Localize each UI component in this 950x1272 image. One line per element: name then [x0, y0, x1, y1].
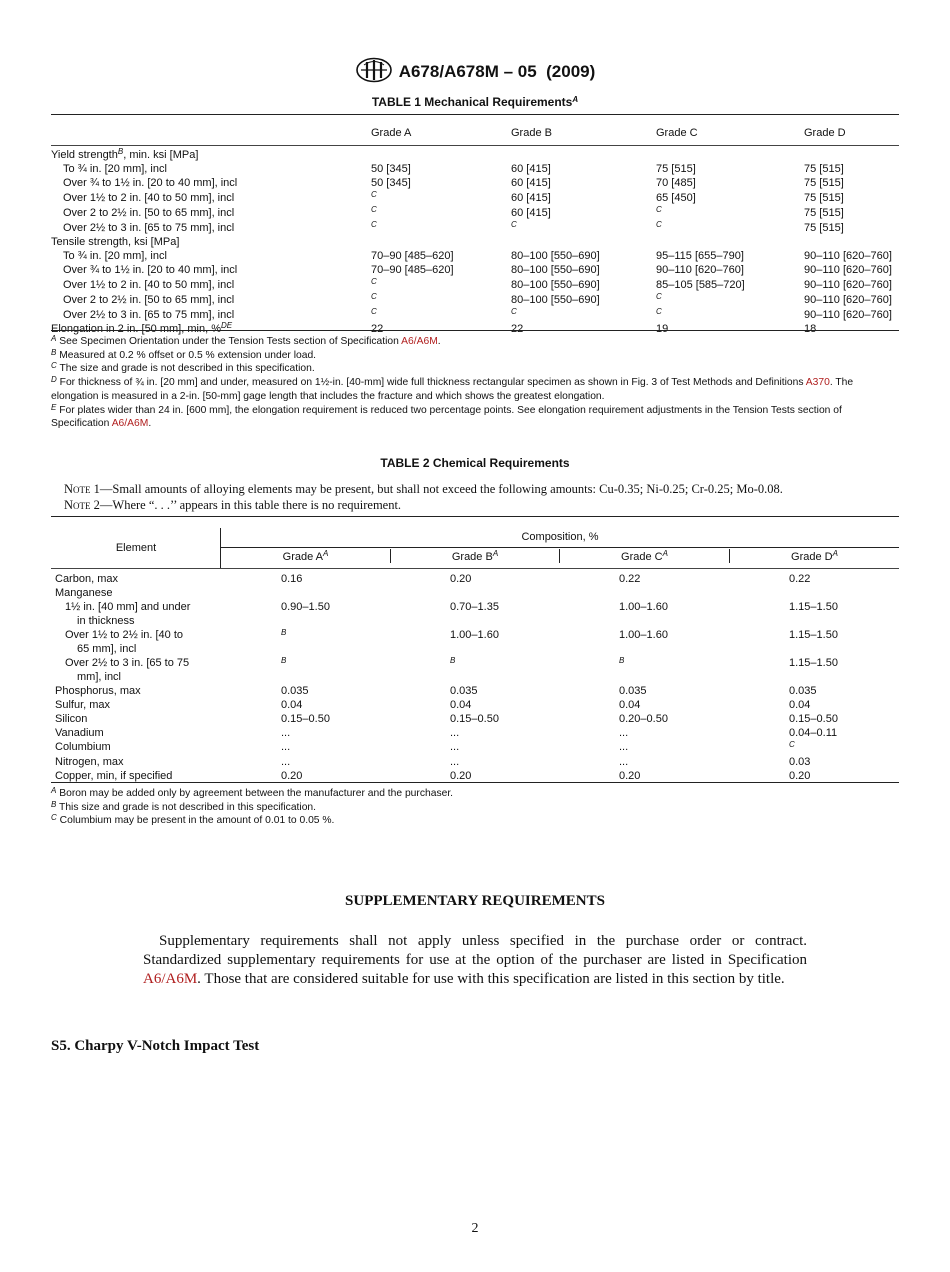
table2-title: TABLE 2 Chemical Requirements [380, 456, 570, 470]
table1-cell: 50 [345] [371, 177, 411, 189]
table2-footnote-b: $^B$ This size and grade is not described in this specification. [51, 799, 317, 813]
table1-row [51, 235, 899, 249]
table1-col-header: Grade D [804, 127, 846, 139]
table1-cell: 90–110 [620–760] [804, 264, 892, 276]
table1-cell [345, 235, 484, 249]
table1-row-label: Elongation in 2 in. [50 mm], min, %$^{DE}$ [51, 321, 233, 335]
table1-header-rule [51, 145, 899, 146]
table1-col-header: Grade A [371, 127, 412, 139]
table2-cell: 0.20 [619, 770, 641, 782]
table2-cell: ... [281, 727, 291, 739]
table2-cell: ... [281, 756, 291, 768]
table2-cell: B [281, 656, 287, 665]
table1-cell: 90–110 [620–760] [804, 250, 892, 262]
table2-grade-header: Grade $B^A$ [451, 549, 499, 563]
link-a6-a6m[interactable]: A6/A6M [111, 418, 149, 430]
table1-bottom-rule [51, 330, 899, 331]
table2-row-label: Carbon, max [55, 573, 118, 585]
table2-cell: 0.20 [450, 770, 472, 782]
table2-row [51, 755, 899, 769]
table1-cell: 85–105 [585–720] [656, 278, 745, 291]
table1-cell: 70–90 [485–620] [371, 250, 454, 262]
table2-row [51, 698, 899, 712]
designation: A678/A678M – 05 [398, 62, 537, 81]
table2-cell: 1.15–1.50 [789, 601, 838, 613]
table2-footnote-a: $^A$ Boron may be added only by agreement between the manufacturer and the purchaser. [51, 786, 454, 799]
table2-cell: ... [450, 756, 460, 768]
table2-note-1: Note 1—Small amounts of alloying elements may be present, but shall not exceed the following amounts: Cu-0.35; Ni-0.25; Cr-0.25; Mo-0.08. [64, 482, 783, 496]
table2-grade-header: Grade $A^A$ [282, 549, 329, 563]
table2-cell: 0.20–0.50 [619, 713, 668, 725]
astm-logo-icon [355, 57, 393, 88]
table1-cell: 80–100 [550–690] [511, 250, 600, 262]
table1-cell: C [371, 205, 377, 214]
table1-cell: 22 [371, 323, 384, 335]
table1-cell: 95–115 [655–790] [656, 250, 744, 262]
table1-cell: 90–110 [620–760] [804, 308, 892, 321]
table1 [51, 118, 899, 336]
table2-cell: ... [619, 727, 629, 739]
table1-top-rule [51, 114, 899, 115]
table1-cell: 75 [515] [804, 191, 844, 204]
table2-cell: 0.04 [619, 699, 641, 711]
table1-row-label: Over ¾ to 1½ in. [20 to 40 mm], incl [63, 264, 238, 276]
table2-row-label: Nitrogen, max [55, 756, 124, 768]
link-a6-a6m[interactable]: A6/A6M [143, 971, 198, 987]
table2-cell [450, 586, 619, 600]
table2-grade-header: Grade $C^A$ [621, 549, 668, 563]
table2-cell: 0.04 [281, 699, 303, 711]
table2-cell: 0.22 [789, 573, 811, 585]
table1-row-label: To ¾ in. [20 mm], incl [63, 163, 167, 175]
table2-row-label: Over 2½ to 3 in. [65 to 75 mm], incl [65, 657, 190, 683]
page-number: 2 [471, 1221, 479, 1236]
table2-cell: 0.035 [450, 685, 478, 697]
table1-cell [629, 235, 777, 249]
s5-heading: S5. Charpy V-Notch Impact Test [51, 1038, 260, 1054]
table1-cell: 80–100 [550–690] [511, 293, 600, 306]
table1-cell: 18 [804, 323, 817, 335]
table2-cell: 0.20 [789, 770, 811, 782]
table1-row [51, 277, 899, 292]
table1-footnote-c: $^C$ The size and grade is not described in this specification. [51, 361, 315, 375]
table2-cell: 0.15–0.50 [281, 713, 330, 725]
table1-cell: C [511, 307, 517, 316]
table2-cell: 1.00–1.60 [619, 629, 668, 641]
table1-cell: 75 [515] [804, 221, 844, 234]
table2-row-label: Vanadium [55, 727, 104, 739]
table1-col-header: Grade C [656, 127, 698, 139]
table1-row [51, 205, 899, 220]
table2-cell: 0.035 [789, 685, 817, 697]
table1-cell: C [656, 292, 662, 301]
designation-year: (2009) [546, 62, 596, 81]
table1-cell [345, 148, 484, 162]
table1-row-label: Over 1½ to 2 in. [40 to 50 mm], incl [63, 191, 235, 204]
table1-row-label: Over 2½ to 3 in. [65 to 75 mm], incl [63, 221, 235, 234]
table2-cell: 0.04 [789, 699, 811, 711]
table2-cell: 0.035 [281, 685, 309, 697]
table1-cell: 90–110 [620–760] [804, 293, 892, 306]
table1-cell: 70–90 [485–620] [371, 264, 454, 276]
table2-row [51, 600, 899, 628]
table1-cell: C [656, 205, 662, 214]
table2-cell: 0.15–0.50 [450, 713, 499, 725]
table1-cell: C [656, 220, 662, 229]
table2-row [51, 656, 899, 684]
table1-footnote-b: $^B$ Measured at 0.2 % offset or 0.5 % extension under load. [51, 347, 317, 361]
table1-row [51, 162, 899, 176]
table2-cell: 0.035 [619, 685, 647, 697]
table2-row-label: Sulfur, max [55, 699, 111, 711]
table2-top-rule [51, 516, 899, 517]
table2-cell: 0.04–0.11 [789, 727, 838, 739]
table1-cell: 22 [511, 323, 524, 335]
table1-row-label: Over 2 to 2½ in. [50 to 65 mm], incl [63, 206, 235, 219]
table2-row-label: Manganese [55, 587, 113, 599]
table2-cell: ... [619, 741, 629, 753]
table2-element-header: Element [115, 542, 157, 554]
table1-cell: 70 [485] [656, 177, 696, 189]
table2-cell [281, 586, 450, 600]
table1-title: TABLE 1 Mechanical Requirements$^A$ [371, 95, 579, 109]
table1-cell: 80–100 [550–690] [511, 278, 600, 291]
table1-cell: 50 [345] [371, 163, 411, 175]
table1-cell: 60 [415] [511, 163, 551, 175]
table1-cell: 75 [515] [656, 163, 696, 175]
table1-cell: 75 [515] [804, 177, 844, 189]
table1-cell: C [511, 220, 517, 229]
table1-footnote-e: $^E$ For plates wider than 24 in. [600 mm], the elongation requirement is reduced two percentage points. See elongation requirement adjustments in the Tension Tests section of Specification A6/A6M. [51, 402, 842, 430]
table2-cell: B [619, 656, 625, 665]
table1-row-label: Tensile strength, ksi [MPa] [51, 236, 180, 248]
table2-cell: C [789, 740, 795, 749]
table2 [51, 572, 899, 783]
link-a6-a6m[interactable]: A6/A6M [401, 336, 438, 347]
table1-cell: C [656, 307, 662, 316]
table1-row [51, 148, 899, 162]
table2-row [51, 712, 899, 726]
table2-cell: 0.20 [450, 573, 472, 585]
page-header [0, 57, 950, 88]
table1-cell [777, 235, 899, 249]
table1-cell: 19 [656, 323, 669, 335]
table1-row [51, 292, 899, 307]
table1-row [51, 263, 899, 277]
table2-cell [789, 586, 899, 600]
table1-cell: 90–110 [620–760] [804, 278, 892, 291]
supplementary-paragraph: Supplementary requirements shall not apply unless specified in the purchase order or contract. Standardized supplementary requirements for use at the option of the purchaser are listed in Specification A6/A6M. Those that are considered suitable for use with this specification are listed in this section by title. [143, 933, 807, 987]
table1-cell: C [371, 307, 377, 316]
table2-cell: ... [450, 741, 460, 753]
table1-cell [777, 148, 899, 162]
table1-cell [629, 148, 777, 162]
table1-row-label: Yield strength$^B$, min. ksi [MPa] [51, 147, 199, 161]
table2-row-label: Silicon [55, 713, 88, 725]
table2-row-label: Over 1½ to 2½ in. [40 to 65 mm], incl [65, 629, 184, 655]
table1-row [51, 176, 899, 190]
table2-row [51, 628, 899, 656]
table2-cell: 0.04 [450, 699, 472, 711]
table1-row-label: To ¾ in. [20 mm], incl [63, 250, 167, 262]
table2-cell: ... [619, 756, 629, 768]
table2-header-rule [51, 568, 899, 569]
table1-footnotes [51, 335, 899, 431]
table1-cell: 75 [515] [804, 206, 844, 219]
table1-row-label: Over 2 to 2½ in. [50 to 65 mm], incl [63, 293, 235, 306]
table1-footnote-d: $^D$ For thickness of ¾ in. [20 mm] and under, measured on 1½-in. [40-mm] wide full thickness rectangular specimen as shown in Fig. 3 of Test Methods and Definitions A370. The elongation is measured in a 2-in. [50-mm] gage length that includes the fracture and which shows the greatest elongation. [51, 375, 854, 402]
table2-cell: 0.22 [619, 573, 641, 585]
table1-cell: 65 [450] [656, 191, 696, 204]
table2-row-label: Phosphorus, max [55, 685, 141, 697]
table2-cell: 1.15–1.50 [789, 629, 838, 641]
table1-cell: 60 [415] [511, 191, 551, 204]
table1-cell: C [371, 277, 377, 286]
table2-bottom-rule [51, 782, 899, 783]
table2-cell: 0.15–0.50 [789, 713, 838, 725]
table2-grade-header: Grade $D^A$ [791, 549, 838, 563]
table1-row-label: Over 2½ to 3 in. [65 to 75 mm], incl [63, 308, 235, 321]
table2-row-label: Copper, min, if specified [55, 770, 173, 782]
table1-cell: 60 [415] [511, 177, 551, 189]
table2-cell: 0.90–1.50 [281, 601, 330, 613]
table2-cell: ... [450, 727, 460, 739]
table2-row [51, 586, 899, 600]
table1-cell: 60 [415] [511, 206, 551, 219]
table1-col-header: Grade B [511, 127, 552, 139]
table1-cell: 90–110 [620–760] [656, 264, 744, 276]
table2-composition-header: Composition, % [521, 531, 599, 543]
table2-cell: 1.00–1.60 [619, 601, 668, 613]
table1-cell: 80–100 [550–690] [511, 264, 600, 276]
table2-row [51, 726, 899, 740]
table2-cell: 1.15–1.50 [789, 657, 838, 669]
table2-row [51, 684, 899, 698]
table2-cell: 1.00–1.60 [450, 629, 499, 641]
table2-cell: ... [281, 741, 291, 753]
table1-row-label: Over 1½ to 2 in. [40 to 50 mm], incl [63, 278, 235, 291]
table2-row-label: Columbium [55, 741, 111, 753]
table1-cell: C [371, 292, 377, 301]
table2-cell: 0.70–1.35 [450, 601, 499, 613]
table1-cell: 75 [515] [804, 163, 844, 175]
table2-cell: B [281, 628, 287, 637]
table1-cell [484, 235, 629, 249]
table2-row [51, 740, 899, 755]
table1-cell: C [371, 220, 377, 229]
table2-row [51, 769, 899, 783]
supplementary-heading: SUPPLEMENTARY REQUIREMENTS [345, 893, 605, 909]
table1-row [51, 322, 899, 336]
table1-header-row [51, 118, 899, 148]
link-a370[interactable]: A370 [805, 377, 830, 389]
table2-footnotes [51, 787, 899, 828]
table1-row [51, 220, 899, 235]
table2-row [51, 572, 899, 586]
table2-cell: 0.16 [281, 573, 303, 585]
table2-cell [619, 586, 789, 600]
table1-row [51, 190, 899, 205]
table2-cell: 0.03 [789, 756, 811, 768]
table2-note-2: Note 2—Where “. . .’’ appears in this table there is no requirement. [64, 498, 402, 512]
table1-cell: C [371, 190, 377, 199]
table1-row [51, 307, 899, 322]
table1-row-label: Over ¾ to 1½ in. [20 to 40 mm], incl [63, 177, 238, 189]
table2-footnote-c: $^C$ Columbium may be present in the amount of 0.01 to 0.05 %. [51, 813, 335, 827]
table1-footnote-a: $^A$ See Specimen Orientation under the Tension Tests section of Specification A6/A6M. [51, 334, 441, 347]
table1-cell [484, 148, 629, 162]
table2-row-label: 1½ in. [40 mm] and under in thickness [65, 601, 191, 627]
table1-row [51, 249, 899, 263]
table2-cell: B [450, 656, 456, 665]
table2-subheader-rule [221, 547, 899, 548]
table2-cell: 0.20 [281, 770, 303, 782]
